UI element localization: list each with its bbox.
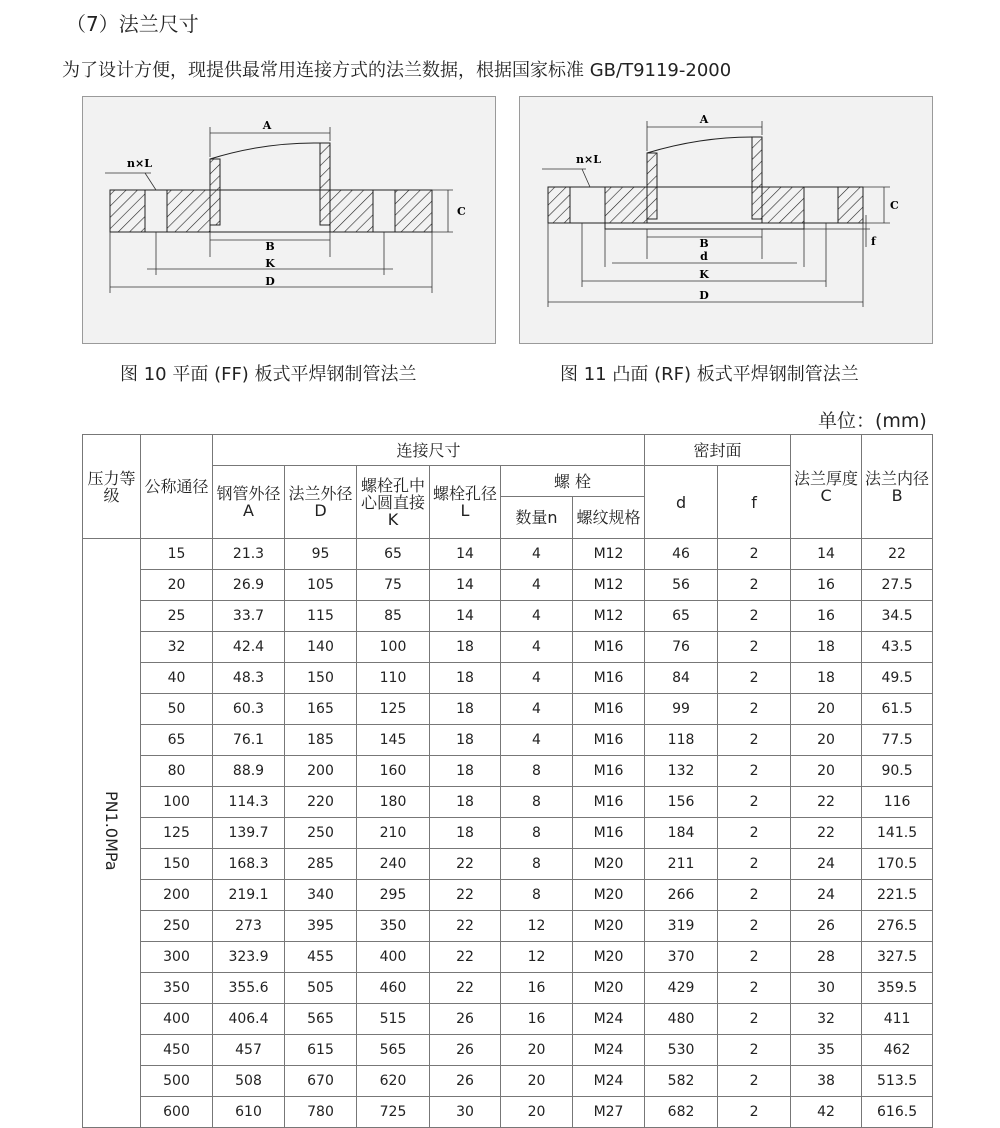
cell-flange-od: 150 — [285, 663, 357, 694]
cell-bolt-count: 4 — [501, 632, 573, 663]
cell-thread: M16 — [573, 694, 645, 725]
cell-seal-f: 2 — [718, 601, 791, 632]
cell-bolt-circle: 110 — [357, 663, 430, 694]
cell-seal-f: 2 — [718, 849, 791, 880]
cell-thread: M20 — [573, 849, 645, 880]
cell-seal-d: 184 — [645, 818, 718, 849]
header-bolt-count: 数量n — [501, 497, 573, 539]
table-row — [83, 1035, 933, 1066]
table-row — [83, 725, 933, 756]
table-row — [83, 1066, 933, 1097]
cell-seal-d: 56 — [645, 570, 718, 601]
cell-seal-f: 2 — [718, 570, 791, 601]
table-row — [83, 880, 933, 911]
cell-flange-od: 340 — [285, 880, 357, 911]
cell-seal-d: 530 — [645, 1035, 718, 1066]
cell-bolt-circle: 180 — [357, 787, 430, 818]
flange-right-outer — [838, 187, 863, 223]
cell-nominal: 25 — [141, 601, 213, 632]
cell-bolt-hole: 14 — [430, 539, 501, 570]
cell-pipe-od: 42.4 — [213, 632, 285, 663]
cell-pipe-od: 610 — [213, 1097, 285, 1128]
cell-inner: 513.5 — [862, 1066, 933, 1097]
figure-10-caption: 图 10 平面 (FF) 板式平焊钢制管法兰 — [120, 364, 417, 385]
header-thread: 螺纹规格 — [573, 497, 645, 539]
cell-flange-od: 615 — [285, 1035, 357, 1066]
cell-seal-d: 266 — [645, 880, 718, 911]
cell-nominal: 350 — [141, 973, 213, 1004]
cell-thickness: 22 — [791, 818, 862, 849]
raised-face — [605, 223, 804, 229]
cell-nominal: 500 — [141, 1066, 213, 1097]
table-row — [83, 942, 933, 973]
cell-thread: M20 — [573, 973, 645, 1004]
figure-11-caption: 图 11 凸面 (RF) 板式平焊钢制管法兰 — [560, 364, 859, 385]
table-row — [83, 818, 933, 849]
cell-bolt-hole: 22 — [430, 911, 501, 942]
flange-left-outer — [110, 190, 145, 232]
cell-bolt-hole: 26 — [430, 1066, 501, 1097]
table-row — [83, 601, 933, 632]
cell-nominal: 80 — [141, 756, 213, 787]
cell-pipe-od: 26.9 — [213, 570, 285, 601]
cell-seal-f: 2 — [718, 818, 791, 849]
label-c: C — [457, 205, 466, 218]
cell-thread: M27 — [573, 1097, 645, 1128]
cell-pipe-od: 88.9 — [213, 756, 285, 787]
table-row — [83, 1097, 933, 1128]
cell-bolt-hole: 22 — [430, 849, 501, 880]
header-bolt: 螺 栓 — [501, 466, 645, 497]
table-row — [83, 849, 933, 880]
unit-label: 单位：(mm) — [818, 410, 927, 432]
cell-seal-d: 429 — [645, 973, 718, 1004]
header-flange-od: 法兰外径D — [285, 466, 357, 539]
cell-thickness: 24 — [791, 849, 862, 880]
label-c: C — [890, 199, 899, 212]
cell-thickness: 16 — [791, 570, 862, 601]
cell-bolt-circle: 725 — [357, 1097, 430, 1128]
cell-flange-od: 670 — [285, 1066, 357, 1097]
cell-bolt-circle: 350 — [357, 911, 430, 942]
cell-thread: M16 — [573, 663, 645, 694]
cell-seal-d: 65 — [645, 601, 718, 632]
table-row — [83, 694, 933, 725]
cell-thickness: 14 — [791, 539, 862, 570]
cell-thickness: 20 — [791, 694, 862, 725]
cell-bolt-hole: 26 — [430, 1004, 501, 1035]
cell-bolt-circle: 460 — [357, 973, 430, 1004]
cell-bolt-count: 12 — [501, 942, 573, 973]
cell-seal-d: 582 — [645, 1066, 718, 1097]
cell-flange-od: 505 — [285, 973, 357, 1004]
cell-thread: M24 — [573, 1035, 645, 1066]
cell-nominal: 600 — [141, 1097, 213, 1128]
pressure-cell — [83, 539, 141, 1128]
header-nominal: 公称通径 — [141, 435, 213, 539]
label-f: f — [871, 235, 876, 248]
cell-inner: 616.5 — [862, 1097, 933, 1128]
cell-bolt-hole: 22 — [430, 880, 501, 911]
cell-thread: M20 — [573, 942, 645, 973]
cell-inner: 116 — [862, 787, 933, 818]
header-pressure: 压力等级 — [83, 435, 141, 539]
cell-seal-f: 2 — [718, 539, 791, 570]
cell-thread: M16 — [573, 818, 645, 849]
cell-thickness: 32 — [791, 1004, 862, 1035]
cell-thickness: 42 — [791, 1097, 862, 1128]
table-row — [83, 911, 933, 942]
cell-pipe-od: 48.3 — [213, 663, 285, 694]
cell-bolt-circle: 100 — [357, 632, 430, 663]
cell-bolt-circle: 240 — [357, 849, 430, 880]
cell-pipe-od: 406.4 — [213, 1004, 285, 1035]
cell-nominal: 20 — [141, 570, 213, 601]
cell-bolt-circle: 565 — [357, 1035, 430, 1066]
pipe-wall-left — [647, 153, 657, 219]
cell-bolt-circle: 210 — [357, 818, 430, 849]
cell-seal-d: 370 — [645, 942, 718, 973]
cell-bolt-hole: 18 — [430, 632, 501, 663]
cell-bolt-circle: 65 — [357, 539, 430, 570]
cell-nominal: 200 — [141, 880, 213, 911]
cell-flange-od: 140 — [285, 632, 357, 663]
cell-bolt-circle: 160 — [357, 756, 430, 787]
cell-thread: M12 — [573, 570, 645, 601]
cell-thickness: 26 — [791, 911, 862, 942]
cell-pipe-od: 457 — [213, 1035, 285, 1066]
cell-pipe-od: 323.9 — [213, 942, 285, 973]
cell-pipe-od: 508 — [213, 1066, 285, 1097]
ff-flange-drawing — [83, 97, 495, 343]
cell-inner: 77.5 — [862, 725, 933, 756]
cell-thickness: 18 — [791, 663, 862, 694]
header-inner: 法兰内径B — [862, 435, 933, 539]
cell-bolt-hole: 22 — [430, 973, 501, 1004]
cell-nominal: 15 — [141, 539, 213, 570]
cell-bolt-count: 20 — [501, 1097, 573, 1128]
cell-inner: 22 — [862, 539, 933, 570]
cell-thickness: 22 — [791, 787, 862, 818]
cell-seal-f: 2 — [718, 1066, 791, 1097]
cell-bolt-hole: 14 — [430, 601, 501, 632]
cell-seal-d: 682 — [645, 1097, 718, 1128]
cell-bolt-hole: 14 — [430, 570, 501, 601]
label-d: D — [265, 275, 275, 288]
cell-seal-f: 2 — [718, 1004, 791, 1035]
cell-seal-f: 2 — [718, 911, 791, 942]
cell-seal-d: 132 — [645, 756, 718, 787]
cell-bolt-hole: 30 — [430, 1097, 501, 1128]
cell-seal-d: 319 — [645, 911, 718, 942]
label-b: B — [265, 240, 275, 253]
header-bolt-hole: 螺栓孔径L — [430, 466, 501, 539]
pipe-break-line — [210, 143, 320, 159]
cell-seal-d: 99 — [645, 694, 718, 725]
cell-thread: M12 — [573, 601, 645, 632]
figure-ff-flange — [82, 96, 496, 344]
cell-inner: 276.5 — [862, 911, 933, 942]
cell-inner: 462 — [862, 1035, 933, 1066]
cell-nominal: 65 — [141, 725, 213, 756]
cell-flange-od: 220 — [285, 787, 357, 818]
cell-bolt-hole: 18 — [430, 725, 501, 756]
cell-seal-d: 480 — [645, 1004, 718, 1035]
cell-pipe-od: 114.3 — [213, 787, 285, 818]
cell-seal-d: 156 — [645, 787, 718, 818]
cell-inner: 27.5 — [862, 570, 933, 601]
cell-inner: 61.5 — [862, 694, 933, 725]
cell-bolt-circle: 515 — [357, 1004, 430, 1035]
cell-seal-f: 2 — [718, 787, 791, 818]
cell-bolt-count: 8 — [501, 818, 573, 849]
pressure-value: PN1.0MPa — [102, 791, 121, 871]
cell-flange-od: 565 — [285, 1004, 357, 1035]
cell-nominal: 250 — [141, 911, 213, 942]
cell-bolt-hole: 18 — [430, 663, 501, 694]
cell-bolt-circle: 125 — [357, 694, 430, 725]
flange-dimensions-table — [82, 434, 933, 1128]
cell-inner: 141.5 — [862, 818, 933, 849]
cell-inner: 49.5 — [862, 663, 933, 694]
cell-seal-f: 2 — [718, 756, 791, 787]
cell-nominal: 300 — [141, 942, 213, 973]
section-title: （7）法兰尺寸 — [66, 12, 199, 36]
table-row — [83, 570, 933, 601]
cell-bolt-count: 16 — [501, 973, 573, 1004]
cell-flange-od: 455 — [285, 942, 357, 973]
label-k: K — [265, 257, 275, 270]
cell-seal-f: 2 — [718, 1035, 791, 1066]
cell-seal-d: 46 — [645, 539, 718, 570]
table-row — [83, 756, 933, 787]
cell-pipe-od: 168.3 — [213, 849, 285, 880]
cell-thickness: 16 — [791, 601, 862, 632]
cell-bolt-count: 4 — [501, 663, 573, 694]
cell-flange-od: 105 — [285, 570, 357, 601]
cell-pipe-od: 76.1 — [213, 725, 285, 756]
cell-seal-f: 2 — [718, 725, 791, 756]
cell-flange-od: 115 — [285, 601, 357, 632]
table-row — [83, 663, 933, 694]
cell-nominal: 100 — [141, 787, 213, 818]
cell-bolt-hole: 18 — [430, 818, 501, 849]
cell-seal-f: 2 — [718, 880, 791, 911]
rf-flange-drawing — [520, 97, 932, 343]
cell-bolt-count: 8 — [501, 849, 573, 880]
cell-pipe-od: 355.6 — [213, 973, 285, 1004]
cell-flange-od: 95 — [285, 539, 357, 570]
cell-bolt-count: 12 — [501, 911, 573, 942]
cell-bolt-hole: 26 — [430, 1035, 501, 1066]
label-nl: n×L — [576, 153, 601, 166]
cell-flange-od: 185 — [285, 725, 357, 756]
label-b: B — [699, 237, 709, 250]
cell-nominal: 40 — [141, 663, 213, 694]
cell-seal-f: 2 — [718, 973, 791, 1004]
label-d: D — [699, 289, 709, 302]
flange-left-outer — [548, 187, 570, 223]
cell-bolt-count: 4 — [501, 570, 573, 601]
header-connection: 连接尺寸 — [213, 435, 645, 466]
cell-flange-od: 285 — [285, 849, 357, 880]
header-seal-f: f — [718, 466, 791, 539]
cell-nominal: 32 — [141, 632, 213, 663]
cell-seal-d: 84 — [645, 663, 718, 694]
cell-inner: 34.5 — [862, 601, 933, 632]
header-thickness: 法兰厚度C — [791, 435, 862, 539]
label-d-seal: d — [700, 250, 708, 263]
cell-bolt-hole: 22 — [430, 942, 501, 973]
table-row — [83, 539, 933, 570]
cell-bolt-count: 8 — [501, 787, 573, 818]
cell-flange-od: 395 — [285, 911, 357, 942]
cell-thickness: 28 — [791, 942, 862, 973]
cell-bolt-hole: 18 — [430, 694, 501, 725]
table-row — [83, 787, 933, 818]
pipe-wall-right — [752, 137, 762, 219]
cell-thickness: 38 — [791, 1066, 862, 1097]
cell-bolt-count: 8 — [501, 880, 573, 911]
cell-thread: M24 — [573, 1004, 645, 1035]
cell-pipe-od: 21.3 — [213, 539, 285, 570]
cell-seal-f: 2 — [718, 632, 791, 663]
cell-bolt-circle: 620 — [357, 1066, 430, 1097]
table-body — [83, 539, 933, 1128]
cell-thread: M16 — [573, 725, 645, 756]
cell-bolt-count: 20 — [501, 1066, 573, 1097]
header-pipe-od: 钢管外径A — [213, 466, 285, 539]
cell-nominal: 50 — [141, 694, 213, 725]
cell-seal-d: 118 — [645, 725, 718, 756]
cell-inner: 411 — [862, 1004, 933, 1035]
header-bolt-circle: 螺栓孔中心圆直接K — [357, 466, 430, 539]
cell-seal-f: 2 — [718, 663, 791, 694]
cell-flange-od: 250 — [285, 818, 357, 849]
cell-inner: 43.5 — [862, 632, 933, 663]
cell-bolt-count: 4 — [501, 539, 573, 570]
cell-flange-od: 200 — [285, 756, 357, 787]
cell-bolt-hole: 18 — [430, 756, 501, 787]
cell-inner: 327.5 — [862, 942, 933, 973]
cell-nominal: 400 — [141, 1004, 213, 1035]
cell-bolt-count: 4 — [501, 601, 573, 632]
cell-thickness: 18 — [791, 632, 862, 663]
flange-right-outer — [395, 190, 432, 232]
cell-thread: M16 — [573, 756, 645, 787]
cell-pipe-od: 219.1 — [213, 880, 285, 911]
table-row — [83, 632, 933, 663]
cell-pipe-od: 33.7 — [213, 601, 285, 632]
flange-left-inner — [167, 190, 210, 232]
cell-thread: M20 — [573, 911, 645, 942]
flange-right-inner — [762, 187, 804, 223]
label-a: A — [262, 119, 272, 132]
cell-nominal: 125 — [141, 818, 213, 849]
cell-inner: 359.5 — [862, 973, 933, 1004]
cell-nominal: 150 — [141, 849, 213, 880]
cell-thickness: 24 — [791, 880, 862, 911]
pipe-wall-right — [320, 143, 330, 225]
table-row — [83, 973, 933, 1004]
cell-thickness: 20 — [791, 725, 862, 756]
cell-seal-d: 211 — [645, 849, 718, 880]
intro-text: 为了设计方便，现提供最常用连接方式的法兰数据，根据国家标准 GB/T9119-2000 — [62, 60, 732, 81]
header-seal: 密封面 — [645, 435, 791, 466]
cell-seal-f: 2 — [718, 942, 791, 973]
cell-thread: M20 — [573, 880, 645, 911]
label-nl: n×L — [127, 157, 152, 170]
cell-bolt-count: 4 — [501, 725, 573, 756]
pipe-wall-left — [210, 159, 220, 225]
cell-thread: M24 — [573, 1066, 645, 1097]
label-a: A — [699, 113, 709, 126]
cell-bolt-circle: 145 — [357, 725, 430, 756]
cell-thread: M16 — [573, 632, 645, 663]
cell-inner: 221.5 — [862, 880, 933, 911]
cell-flange-od: 780 — [285, 1097, 357, 1128]
cell-bolt-hole: 18 — [430, 787, 501, 818]
cell-pipe-od: 60.3 — [213, 694, 285, 725]
cell-pipe-od: 273 — [213, 911, 285, 942]
label-k: K — [699, 268, 709, 281]
cell-pipe-od: 139.7 — [213, 818, 285, 849]
cell-flange-od: 165 — [285, 694, 357, 725]
cell-seal-f: 2 — [718, 694, 791, 725]
cell-thickness: 35 — [791, 1035, 862, 1066]
flange-left-inner — [605, 187, 647, 223]
cell-bolt-count: 8 — [501, 756, 573, 787]
header-seal-d: d — [645, 466, 718, 539]
cell-bolt-circle: 75 — [357, 570, 430, 601]
cell-bolt-count: 16 — [501, 1004, 573, 1035]
cell-thickness: 20 — [791, 756, 862, 787]
pipe-break-line — [647, 137, 752, 153]
cell-inner: 170.5 — [862, 849, 933, 880]
cell-bolt-count: 20 — [501, 1035, 573, 1066]
cell-bolt-circle: 85 — [357, 601, 430, 632]
flange-right-inner — [330, 190, 373, 232]
cell-seal-d: 76 — [645, 632, 718, 663]
table-row — [83, 1004, 933, 1035]
cell-thickness: 30 — [791, 973, 862, 1004]
cell-thread: M12 — [573, 539, 645, 570]
figure-rf-flange — [519, 96, 933, 344]
cell-inner: 90.5 — [862, 756, 933, 787]
cell-seal-f: 2 — [718, 1097, 791, 1128]
cell-bolt-circle: 400 — [357, 942, 430, 973]
cell-thread: M16 — [573, 787, 645, 818]
cell-bolt-count: 4 — [501, 694, 573, 725]
cell-nominal: 450 — [141, 1035, 213, 1066]
cell-bolt-circle: 295 — [357, 880, 430, 911]
